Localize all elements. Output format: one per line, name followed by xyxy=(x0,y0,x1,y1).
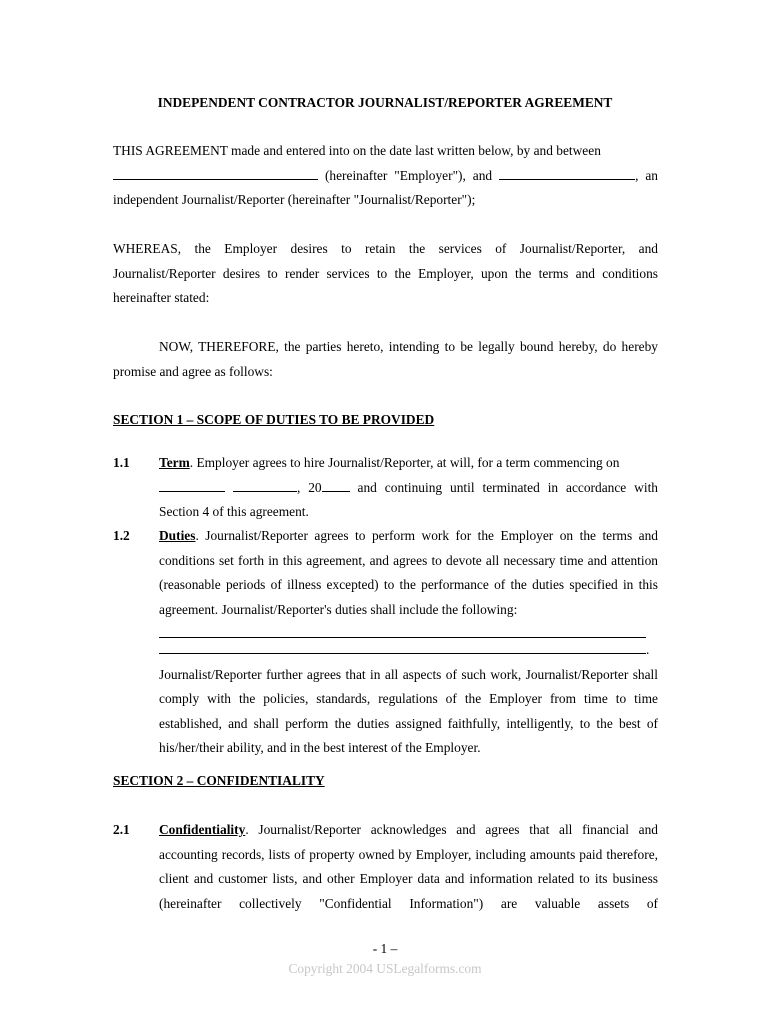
page-number: - 1 – xyxy=(372,941,398,956)
duties-blank-line-1[interactable] xyxy=(159,622,646,638)
intro-line-3: independent Journalist/Reporter (hereinafter "Journalist/Reporter"); xyxy=(113,192,476,207)
copyright-watermark: Copyright 2004 USLegalforms.com xyxy=(288,961,482,976)
clause-label-term: Term xyxy=(159,455,190,470)
employer-name-blank[interactable] xyxy=(113,165,318,180)
journalist-name-blank[interactable] xyxy=(499,165,635,180)
clause-number: 1.2 xyxy=(113,528,130,543)
now-therefore-paragraph: NOW, THEREFORE, the parties hereto, intending to be legally bound hereby, do hereby promise and agree as follows: xyxy=(113,339,658,379)
clause-number: 2.1 xyxy=(113,822,130,837)
duties-blank-line-2[interactable] xyxy=(159,638,646,654)
start-day-blank[interactable] xyxy=(233,477,297,492)
whereas-paragraph: WHEREAS, the Employer desires to retain the services of Journalist/Reporter, and Journalist/Reporter desires to render services to the Employer, upon the terms and conditions hereinafter stated: xyxy=(113,241,658,305)
intro-line-2: (hereinafter "Employer"), and , an xyxy=(113,164,658,189)
clause-1-1: 1.1 Term. Employer agrees to hire Journalist/Reporter, at will, for a term commencing on , 20 and continuing until terminated in accordance with Section 4 of this agreement. xyxy=(113,451,658,525)
intro-paragraph xyxy=(113,139,658,213)
section-1-heading: SECTION 1 – SCOPE OF DUTIES TO BE PROVIDED xyxy=(113,412,435,427)
clause-number: 1.1 xyxy=(113,455,130,470)
start-month-blank[interactable] xyxy=(159,477,225,492)
clause-1-2: 1.2 Duties. Journalist/Reporter agrees to perform work for the Employer on the terms and conditions set forth in this agreement, and agrees to devote all necessary time and attention (reasonable periods of illness excepted) to the performance of the duties specified in this agreement. Journalist/Reporter's duties shall include the following: . Journalist/Reporter further agrees that in all aspects of such work, Journalist/Reporter shall comply with the policies, standards, regulations of the Employer from time to time established, and shall perform the duties assigned faithfully, intelligently, to the best of his/her/their ability, and in the best interest of the Employer. xyxy=(113,524,658,761)
document-title: INDEPENDENT CONTRACTOR JOURNALIST/REPORTER AGREEMENT xyxy=(157,95,613,110)
clause-label-duties: Duties xyxy=(159,528,196,543)
section-2-heading: SECTION 2 – CONFIDENTIALITY xyxy=(113,773,325,788)
duties-further-paragraph: Journalist/Reporter further agrees that in all aspects of such work, Journalist/Reporter shall comply with the policies, standards, regulations of the Employer from time to time established, and shall perform the duties assigned faithfully, intelligently, to the best of his/her/their ability, and in the best interest of the Employer. xyxy=(159,666,658,755)
clause-2-1: 2.1 Confidentiality. Journalist/Reporter acknowledges and agrees that all financial and accounting records, lists of property owned by Employer, including amounts paid therefore, client and customer lists, and other Employer data and information related to its business (hereinafter collectively "Confidential Information") are valuable assets of xyxy=(113,818,658,916)
start-year-blank[interactable] xyxy=(322,477,350,492)
clause-label-confidentiality: Confidentiality xyxy=(159,822,246,837)
intro-line-1: THIS AGREEMENT made and entered into on the date last written below, by and between xyxy=(113,143,601,158)
